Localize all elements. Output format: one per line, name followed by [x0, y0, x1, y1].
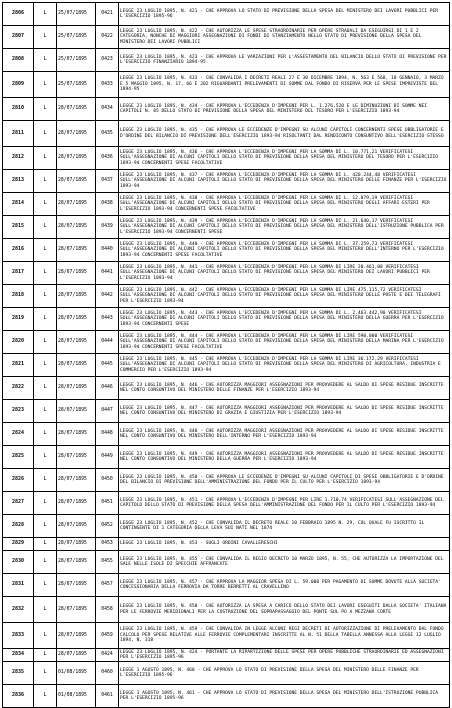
record-type-cell: L	[34, 423, 57, 446]
record-number-cell: 2816	[3, 239, 34, 262]
record-description-cell: LEGGE 23 LUGLIO 1895, N. 434 - CHE APPROVA L'ECCEDENZA D'IMPEGNI PER L. 1.276,520 E LE DIMINUZIONI DI SOMME NEI CAPITOLI N. 85 DELLO STATO DI PREVISIONE DELLA SPESA DEL MINISTERO DEL TESORO PER L'ESERCIZIO 1893-94	[119, 98, 450, 121]
record-date-cell: 28/07/1895	[57, 623, 96, 649]
record-type-cell: L	[34, 469, 57, 492]
record-type-cell: L	[34, 285, 57, 308]
table-row	[3, 492, 450, 515]
record-description-cell: LEGGE 23 LUGLIO 1895, N. 451 - CHE APPROVA L'ECCEDENZA D'IMPEGNI PER LIRE 1.710,74 VERIFICATESI SULL'ASSEGNAZIONE DEL CAPITOLO DELLO STATO DI PREVISIONE DELLA SPESA DELL'AMMINISTRAZIONE DEL FONDO PER IL CULTO PER L'ESERCIZIO 1893-94	[119, 492, 450, 515]
record-page-cell: 0457	[96, 574, 119, 597]
record-description-cell: LEGGE 23 LUGLIO 1895, N. 448 - CHE AUTORIZZA MAGGIORI ASSEGNAZIONI PER PROVVEDERE AL SALDO DI SPESE RESIDUE INSCRITTE NEL CONTO CONSUNTIVO DEL MINISTERO DELL'INTERNO PER L'ESERCIZIO 1893-94	[119, 423, 450, 446]
record-description-cell: LEGGE 23 LUGLIO 1895, N. 457 - CHE APPROVA LA MAGGIOR SPESA DI L. 59.000 PER PAGAMENTO DI SOMME DOVUTE ALLA SOCIETA' CONCESSIONARIA DELLA FERROVIA DA TORRE BERRETTI AL CRAVELLINO	[119, 574, 450, 597]
table-row	[3, 121, 450, 147]
record-date-cell: 28/07/1895	[57, 446, 96, 469]
record-type-cell: L	[34, 685, 57, 708]
record-date-cell: 28/07/1895	[57, 423, 96, 446]
table-row	[3, 49, 450, 72]
record-date-cell: 28/07/1895	[57, 98, 96, 121]
record-description-cell: LEGGE 23 LUGLIO 1895, N. 447 - CHE AUTORIZZA MAGGIORI ASSEGNAZIONI PER PROVVEDERE AL SALDO DI SPESE RESIDUE INSCRITTE NEL CONTO CONSUNTIVO DEL MINISTERO DI GRAZIA E GIUSTIZIA PER L'ESERCIZIO 1893-94	[119, 400, 450, 423]
record-date-cell: 28/07/1895	[57, 492, 96, 515]
record-page-cell: 0450	[96, 469, 119, 492]
record-page-cell: 0442	[96, 285, 119, 308]
record-description-cell: LEGGE 23 LUGLIO 1895, N. 442 - CHE APPROVA L'ECCEDENZA D'IMPEGNI PER LA SOMMA DI LIRE 475.115,72 VERIFICATESI SULL'ASSEGNAZIONE DI ALCUNI CAPITOLI DELLO STATO DI PREVISIONE DELLA SPESA DEL MINISTERO DELLE POSTE E DEI TELEGRAFI PER L'ESERCIZIO 1893-94	[119, 285, 450, 308]
record-date-cell: 28/07/1895	[57, 538, 96, 551]
record-number-cell: 2831	[3, 574, 34, 597]
record-page-cell: 0460	[96, 662, 119, 685]
record-page-cell: 0436	[96, 147, 119, 170]
register-body	[3, 3, 450, 708]
record-description-cell: LEGGE 23 LUGLIO 1895, N. 455 - CHE CONVALIDA IL REGIO DECRETO 10 MARZO 1895, N. 55, CHE AUTORIZZA LA IMPORTAZIONE DEL SALE NELLE ISOLE DI SPECCHIE AFFRANCATE	[119, 551, 450, 574]
record-type-cell: L	[34, 538, 57, 551]
table-row	[3, 98, 450, 121]
record-date-cell: 28/07/1895	[57, 193, 96, 216]
table-row	[3, 574, 450, 597]
record-number-cell: 2834	[3, 649, 34, 662]
record-type-cell: L	[34, 216, 57, 239]
table-row	[3, 649, 450, 662]
record-description-cell: LEGGE 23 LUGLIO 1895, N. 441 - CHE APPROVA L'ECCEDENZA D'IMPEGNI PER LA SOMMA DI LIRE 20.461,08 VERIFICATESI SULL'ASSEGNAZIONE DI ALCUNI CAPITOLI DELLO STATO DI PREVISIONE DELLA SPESA DEL MINISTERO DEI LAVORI PUBBLICI PER L'ESERCIZIO 1893-94	[119, 262, 450, 285]
table-row	[3, 308, 450, 331]
record-type-cell: L	[34, 515, 57, 538]
record-page-cell: 0435	[96, 121, 119, 147]
record-page-cell: 0441	[96, 262, 119, 285]
table-row	[3, 3, 450, 26]
table-row	[3, 262, 450, 285]
record-date-cell: 28/07/1895	[57, 354, 96, 377]
record-page-cell: 0444	[96, 331, 119, 354]
table-row	[3, 147, 450, 170]
record-page-cell: 0445	[96, 354, 119, 377]
record-page-cell: 0423	[96, 49, 119, 72]
record-page-cell: 0459	[96, 623, 119, 649]
record-type-cell: L	[34, 308, 57, 331]
record-page-cell: 0448	[96, 423, 119, 446]
record-type-cell: L	[34, 3, 57, 26]
record-description-cell: LEGGE 23 LUGLIO 1895, N. 435 - CHE APPROVA LE ECCEDENZE D'IMPEGNI SU ALCUNI CAPITOLI CONCERNENTI SPESE OBBLIGATORIE E D'ORDINE DEL BILANCIO DI PREVISIONE DELL'ESERCIZIO 1893-94 RISULTANTI DAL RENDICONTO CONSUNTIVO DELL'ESERCIZIO STESSO	[119, 121, 450, 147]
record-type-cell: L	[34, 492, 57, 515]
record-type-cell: L	[34, 121, 57, 147]
record-type-cell: L	[34, 98, 57, 121]
record-date-cell: 28/07/1895	[57, 170, 96, 193]
record-number-cell: 2817	[3, 262, 34, 285]
record-type-cell: L	[34, 649, 57, 662]
record-date-cell: 28/07/1895	[57, 331, 96, 354]
record-description-cell: LEGGE 23 LUGLIO 1895, N. 444 - CHE APPROVA L'ECCEDENZA D'IMPEGNI PER LA SOMMA DI LIRE 590.000 VERIFICATESI SULL'ASSEGNAZIONE DI ALCUNI CAPITOLI DELLO STATO DI PREVISIONE DELLA SPESA DEL MINISTERO DELLA MARINA PER L'ESERCIZIO 1893-94 CONCERNENTI SPESE FACOLTATIVE	[119, 331, 450, 354]
table-row	[3, 423, 450, 446]
table-row	[3, 216, 450, 239]
table-row	[3, 377, 450, 400]
record-page-cell: 0461	[96, 685, 119, 708]
record-page-cell: 0453	[96, 538, 119, 551]
record-number-cell: 2808	[3, 49, 34, 72]
record-date-cell: 28/07/1895	[57, 649, 96, 662]
record-description-cell: LEGGE 23 LUGLIO 1895, N. 440 - CHE APPROVA L'ECCEDENZA D'IMPEGNI PER LA SOMMA DI L. 37.259,73 VERIFICATESI SULL'ASSEGNAZIONE DI ALCUNI CAPITOLI DELLO STATO DI PREVISIONE DELLA SPESA DEL MINISTERO DELL'INTERNO PER L'ESERCIZIO 1893-94 CONCERNENTI SPESE FACOLTATIVE	[119, 239, 450, 262]
record-number-cell: 2814	[3, 193, 34, 216]
record-page-cell: 0449	[96, 446, 119, 469]
record-number-cell: 2832	[3, 597, 34, 623]
table-row	[3, 446, 450, 469]
record-description-cell: LEGGE 1 AGOSTO 1895, N. 460 - CHE APPROVA LO STATO DI PREVISIONE DELLA SPESA DEL MINISTERO DELLE FINANZE PER L'ESERCIZIO 1895-96	[119, 662, 450, 685]
table-row	[3, 685, 450, 708]
record-number-cell: 2806	[3, 3, 34, 26]
record-page-cell: 0439	[96, 216, 119, 239]
table-row	[3, 170, 450, 193]
record-type-cell: L	[34, 574, 57, 597]
record-page-cell: 0433	[96, 72, 119, 98]
record-number-cell: 2826	[3, 469, 34, 492]
table-row	[3, 662, 450, 685]
record-type-cell: L	[34, 49, 57, 72]
record-type-cell: L	[34, 446, 57, 469]
record-date-cell: 01/08/1895	[57, 685, 96, 708]
record-description-cell: LEGGE 23 LUGLIO 1895, N. 446 - CHE AUTORIZZA MAGGIORI ASSEGNAZIONI PER PROVVEDERE AL SALDO DI SPESE RESIDUE INSCRITTE NEL CONTO CONSUNTIVO DEL MINISTERO DELLE FINANZE PER L'ESERCIZIO 1893-94	[119, 377, 450, 400]
record-date-cell: 25/07/1895	[57, 26, 96, 49]
table-row	[3, 469, 450, 492]
table-row	[3, 623, 450, 649]
record-number-cell: 2811	[3, 121, 34, 147]
table-row	[3, 331, 450, 354]
record-type-cell: L	[34, 551, 57, 574]
table-row	[3, 26, 450, 49]
record-description-cell: LEGGE 23 LUGLIO 1895, N. 424 - PORTANTE LA RIPARTIZIONE DELLE SPESE PER OPERE PUBBLICHE STRAORDINARIE ED ASSEGNAZIONI PER L'ESERCIZIO 1895-96	[119, 649, 450, 662]
record-number-cell: 2823	[3, 400, 34, 423]
record-type-cell: L	[34, 623, 57, 649]
record-number-cell: 2818	[3, 285, 34, 308]
record-number-cell: 2810	[3, 98, 34, 121]
record-date-cell: 28/07/1895	[57, 285, 96, 308]
record-number-cell: 2829	[3, 538, 34, 551]
record-number-cell: 2827	[3, 492, 34, 515]
record-page-cell: 0437	[96, 170, 119, 193]
record-number-cell: 2828	[3, 515, 34, 538]
record-page-cell: 0446	[96, 377, 119, 400]
record-number-cell: 2813	[3, 170, 34, 193]
record-description-cell: LEGGE 23 LUGLIO 1895, N. 449 - CHE AUTORIZZA MAGGIORI ASSEGNAZIONI PER PROVVEDERE AL SALDO DI SPESE RESIDUE INSCRITTE NEL CONTO CONSUNTIVO DEL MINISTERO DELLA GUERRA PER L'ESERCIZIO 1893-94	[119, 446, 450, 469]
record-type-cell: L	[34, 262, 57, 285]
record-page-cell: 0438	[96, 193, 119, 216]
record-page-cell: 0443	[96, 308, 119, 331]
record-date-cell: 28/07/1895	[57, 469, 96, 492]
record-type-cell: L	[34, 400, 57, 423]
record-description-cell: LEGGE 23 LUGLIO 1895, N. 421 - CHE APPROVA LO STATO DI PREVISIONE DELLA SPESA DEL MINISTERO DEI LAVORI PUBBLICI PER L'ESERCIZIO 1895-96	[119, 3, 450, 26]
record-number-cell: 2822	[3, 377, 34, 400]
record-number-cell: 2825	[3, 446, 34, 469]
record-description-cell: LEGGE 23 LUGLIO 1895, N. 437 - CHE APPROVA L'ECCEDENZA D'IMPEGNI PER LA SOMMA DI L. 420.244,48 VERIFICATESI SULL'ASSEGNAZIONE DI ALCUNI CAPITOLI DELLO STATO DI PREVISIONE DELLA SPESA DEL MINISTERO DELLE FINANZE PER L'ESERCIZIO 1893-94	[119, 170, 450, 193]
record-description-cell: LEGGE 23 LUGLIO 1895, N. 459 - CHE CONVALIDA IN LEGGE ALCUNI REGI DECRETI DI AUTORIZZAZIONE DI PRELEVAMENTO DAL FONDO CALCOLO PER SPESE RELATIVE ALLE FERROVIE COMPLEMENTARI INSCRITTE AL N. 51 DELLA TABELLA ANNESSA ALLA LEGGE 12 LUGLIO 1894, N. 318	[119, 623, 450, 649]
record-number-cell: 2830	[3, 551, 34, 574]
record-date-cell: 28/07/1895	[57, 147, 96, 170]
record-description-cell: LEGGE 23 LUGLIO 1895, N. 438 - CHE APPROVA L'ECCEDENZA D'IMPEGNI PER LA SOMMA DI L. 12.079,19 VERIFICATESI SULL'ASSEGNAZIONE DI ALCUNI CAPITOLI DELLO STATO DI PREVISIONE DELLA SPESA DEL MINISTERO DEGLI AFFARI ESTERI PER L'ESERCIZIO 1893-94 CONCERNENTI SPESE FACOLTATIVE	[119, 193, 450, 216]
table-row	[3, 400, 450, 423]
record-type-cell: L	[34, 331, 57, 354]
record-number-cell: 2819	[3, 308, 34, 331]
record-description-cell: LEGGE 23 LUGLIO 1895, N. 452 - CHE CONVALIDA IL DECRETO REALE 10 FEBBRAIO 1895 N. 29, COL QUALE FU ISCRITTO IL CONTINGENTE DI 1 CATEGORIA DELLA LEVA SUI NATI NEL 1874	[119, 515, 450, 538]
table-row	[3, 239, 450, 262]
record-description-cell: LEGGE 23 LUGLIO 1895, N. 458 - CHE AUTORIZZA LA SPESA A CARICO DELLO STATO DEI LAVORI ESEGUITI DALLA SOCIETA' ITALIANA PER LE FERROVIE MERIDIONALI PER LA COSTRUZIONE DEL SOPRAPASSAGGIO DEL PONTE SUL PO A MEZZANA CORTE	[119, 597, 450, 623]
record-number-cell: 2807	[3, 26, 34, 49]
record-page-cell: 0458	[96, 597, 119, 623]
record-date-cell: 28/07/1895	[57, 308, 96, 331]
record-type-cell: L	[34, 147, 57, 170]
record-number-cell: 2824	[3, 423, 34, 446]
record-page-cell: 0422	[96, 26, 119, 49]
record-description-cell: LEGGE 23 LUGLIO 1895, N. 422 - CHE AUTORIZZA LE SPESE STRAORDINARIE PER OPERE STRADALI DA ESEGUIRSI DI 1 E 2 CATEGORIA, NONCHE DI MAGGIORI ASSEGNAZIONI DI FONDI DI STANZIAMENTO NELLO STATO DI PREVISIONE DELLA SPESA DEL MINISTERO DEI LAVORI PUBBLICI	[119, 26, 450, 49]
record-page-cell: 0421	[96, 3, 119, 26]
record-number-cell: 2812	[3, 147, 34, 170]
record-page-cell: 0440	[96, 239, 119, 262]
record-type-cell: L	[34, 72, 57, 98]
record-page-cell: 0434	[96, 98, 119, 121]
record-number-cell: 2835	[3, 662, 34, 685]
record-date-cell: 25/07/1895	[57, 3, 96, 26]
record-date-cell: 28/07/1895	[57, 121, 96, 147]
record-type-cell: L	[34, 354, 57, 377]
record-date-cell: 28/07/1895	[57, 551, 96, 574]
record-description-cell: LEGGE 23 LUGLIO 1895, N. 445 - CHE APPROVA L'ECCEDENZA D'IMPEGNI PER LA SOMMA DI LIRE 36.172,29 VERIFICATESI SULL'ASSEGNAZIONE DI ALCUNI CAPITOLI DELLO STATO DI PREVISIONE DELLA SPESA DEL MINISTERO DI AGRICOLTURA, INDUSTRIA E COMMERCIO PER L'ESERCIZIO 1893-94	[119, 354, 450, 377]
record-description-cell: LEGGE 23 LUGLIO 1895, N. 423 - CHE APPROVA LE VARIAZIONI PER L'ASSESTAMENTO DEL BILANCIO DELLO STATO DI PREVISIONE PER L'ESERCIZIO FINANZIARIO 1894-95	[119, 49, 450, 72]
record-number-cell: 2833	[3, 623, 34, 649]
table-row	[3, 354, 450, 377]
record-date-cell: 28/07/1895	[57, 377, 96, 400]
record-number-cell: 2836	[3, 685, 34, 708]
table-row	[3, 193, 450, 216]
record-type-cell: L	[34, 26, 57, 49]
record-number-cell: 2820	[3, 331, 34, 354]
record-number-cell: 2809	[3, 72, 34, 98]
record-date-cell: 28/07/1895	[57, 597, 96, 623]
table-row	[3, 72, 450, 98]
record-date-cell: 28/07/1895	[57, 574, 96, 597]
record-type-cell: L	[34, 170, 57, 193]
record-page-cell: 0424	[96, 649, 119, 662]
record-date-cell: 28/07/1895	[57, 515, 96, 538]
legislation-register-table	[2, 2, 450, 708]
record-page-cell: 0455	[96, 551, 119, 574]
record-type-cell: L	[34, 662, 57, 685]
record-type-cell: L	[34, 193, 57, 216]
record-number-cell: 2815	[3, 216, 34, 239]
record-description-cell: LEGGE 23 LUGLIO 1895, N. 436 - CHE APPROVA L'ECCEDENZA D'IMPEGNI PER LA SOMMA DI L. 10.771,21 VERIFICATESI SULL'ASSEGNAZIONE DI ALCUNI CAPITOLI DELLO STATO DI PREVISIONE DELLA SPESA DEL MINISTERO DEL TESORO PER L'ESERCIZIO 1893-94 CONCERNENTI SPESE FACOLTATIVE	[119, 147, 450, 170]
record-date-cell: 01/08/1895	[57, 662, 96, 685]
table-row	[3, 515, 450, 538]
record-page-cell: 0451	[96, 492, 119, 515]
record-description-cell: LEGGE 23 LUGLIO 1895, N. 443 - CHE APPROVA L'ECCEDENZA D'IMPEGNI PER LA SOMMA DI L. 2.463.442,90 VERIFICATESI SULL'ASSEGNAZIONE DI ALCUNI CAPITOLI DELLO STATO DI PREVISIONE DELLA SPESA DEL MINISTERO DELLA GUERRA PER L'ESERCIZIO 1893-94 CONCERNENTI SPESE	[119, 308, 450, 331]
record-date-cell: 28/07/1895	[57, 400, 96, 423]
record-description-cell: LEGGE 23 LUGLIO 1895, N. 450 - CHE APPROVA LE ECCEDENZE D'IMPEGNI SU ALCUNI CAPITOLI DI SPESE OBBLIGATORIE E D'ORDINE DEL BILANCIO DI PREVISIONE DELL'AMMINISTRAZIONE DEL FONDO PER IL CULTO PER L'ESERCIZIO 1893-94	[119, 469, 450, 492]
record-date-cell: 25/07/1895	[57, 49, 96, 72]
table-row	[3, 597, 450, 623]
record-date-cell: 28/07/1895	[57, 239, 96, 262]
record-number-cell: 2821	[3, 354, 34, 377]
record-description-cell: LEGGE 23 LUGLIO 1895, N. 439 - CHE APPROVA L'ECCEDENZA D'IMPEGNI PER LA SOMMA DI L. 21.640,17 VERIFICATESI SULL'ASSEGNAZIONE DI ALCUNI CAPITOLI DELLO STATO DI PREVISIONE DELLA SPESA DEL MINISTERO DELL'ISTRUZIONE PUBBLICA PER L'ESERCIZIO 1893-94 CONCERNENTI SPESE	[119, 216, 450, 239]
record-date-cell: 28/07/1895	[57, 262, 96, 285]
record-type-cell: L	[34, 597, 57, 623]
record-page-cell: 0447	[96, 400, 119, 423]
record-page-cell: 0452	[96, 515, 119, 538]
record-description-cell: LEGGE 23 LUGLIO 1895, N. 433 - CHE CONVALIDA I DECRETI REALI 27 E 30 DICEMBRE 1894, N. 563 E 568, 10 GENNAIO, 3 MARZO E 5 MAGGIO 1895, N. 17, 66 E 202 RIGUARDANTI PRELEVAMENTI DI SOMME DAL FONDO DI RISERVA PER LE SPESE IMPREVISTE DEL 1894-95	[119, 72, 450, 98]
record-description-cell: LEGGE 1 AGOSTO 1895, N. 461 - CHE APPROVA LO STATO DI PREVISIONE DELLA SPESA DEL MINISTERO DELL'ISTRUZIONE PUBBLICA PER L'ESERCIZIO 1895-96	[119, 685, 450, 708]
table-row	[3, 551, 450, 574]
table-row	[3, 538, 450, 551]
record-type-cell: L	[34, 239, 57, 262]
record-type-cell: L	[34, 377, 57, 400]
record-date-cell: 28/07/1895	[57, 216, 96, 239]
table-row	[3, 285, 450, 308]
record-date-cell: 25/07/1895	[57, 72, 96, 98]
record-description-cell: LEGGE 23 LUGLIO 1895, N. 453 - SUGLI ORDINI CAVALLERESCHI	[119, 538, 450, 551]
